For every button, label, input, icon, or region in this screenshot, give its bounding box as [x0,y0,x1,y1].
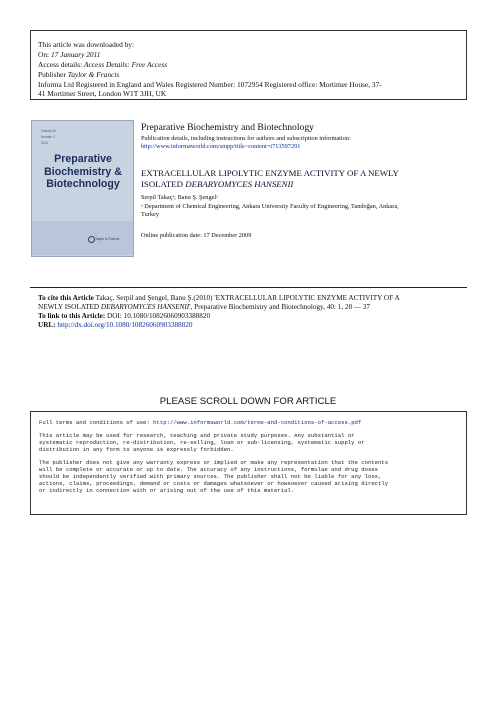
downloaded-by-line: This article was downloaded by: [38,40,135,49]
on-label: On: [38,50,51,59]
online-publication-date: Online publication date: 17 December 2009 [141,232,252,239]
article-title [141,168,399,190]
terms-para1-line: distribution in any form to anyone is expressly forbidden. [39,446,234,453]
cover-title: Preparative Biochemistry & Biotechnology [44,153,122,190]
terms-para2-line: should be independently verified with primary sources. The publisher shall not be liable for any loss, [39,473,382,480]
journal-url-link[interactable]: http://www.informaworld.com/smpp/title~content=t713597291 [141,143,301,150]
terms-para2-line: The publisher does not give any warranty express or implied or make any representation that the contents [39,459,389,466]
access-label: Access details: [38,60,84,69]
download-info-box [30,30,467,100]
publisher-logo-icon [88,236,95,243]
terms-para1-line: systematic reproduction, re-distribution, re-selling, loan or sub-licensing, systematic supply or [39,439,365,446]
cite-species: DEBARYOMYCES HANSENII [100,303,190,311]
doi-url-link[interactable]: http://dx.doi.org/10.1080/10826060903388820 [57,321,193,329]
download-date-line [38,50,100,59]
publisher-label: Publisher [38,70,68,79]
terms-prefix: Full terms and conditions of use: [39,419,154,426]
article-title-line-2 [141,179,399,190]
terms-line [39,420,361,427]
doi-value: DOI: 10.1080/10826060903388820 [107,312,211,320]
cover-year: 2010 [41,141,49,145]
download-date: 17 January 2011 [50,50,101,59]
cite-text-2: NEWLY ISOLATED [38,303,101,311]
publisher-line [38,70,119,79]
article-title-line-1: EXTRACELLULAR LIPOLYTIC ENZYME ACTIVITY OF A NEWLY [141,168,399,178]
url-line [38,321,400,330]
article-title-plain: ISOLATED [141,179,186,189]
publisher-name: Taylor & Francis [67,70,120,79]
section-divider [30,287,467,288]
registered-office-line-1: Informa Ltd Registered in England and Wales Registered Number: 1072954 Registered office: Mortimer House, 37- [38,80,382,89]
cite-line-1 [38,294,400,303]
cite-text: Takaç, Serpil and Şengel, Banu Ş.(2010) 'EXTRACELLULAR LIPOLYTIC ENZYME ACTIVITY OF A [95,294,400,302]
scroll-down-notice: PLEASE SCROLL DOWN FOR ARTICLE [159,396,337,407]
author-affiliation-line-2: Turkey [141,211,159,218]
article-title-species: DEBARYOMYCES HANSENII [185,179,294,189]
doi-line [38,312,400,321]
link-label: To link to this Article: [38,312,108,320]
terms-para1-line: This article may be used for research, teaching and private study purposes. Any substantial or [39,432,355,439]
cover-number: Number 1 [41,135,55,139]
author-affiliation-line-1: ᵃ Department of Chemical Engineering, Ankara University Faculty of Engineering, Tandoğan, Ankara, [141,203,399,210]
publication-details-line: Publication details, including instructions for authors and subscription information: [141,135,351,142]
cover-volume: Volume 40 [41,129,57,133]
registered-office-line-2: 41 Mortimer Street, London W1T 3JH, UK [38,89,167,98]
cite-label: To cite this Article [38,294,96,302]
access-details: Access Details: Free Access [83,60,168,69]
cite-text-3: ', Preparative Biochemistry and Biotechnology, 40: 1, 28 — 37 [189,303,371,311]
terms-url-link[interactable]: http://www.informaworld.com/terms-and-conditions-of-access.pdf [153,419,362,426]
terms-para2-line: or indirectly in connection with or arising out of the use of this material. [39,487,295,494]
url-label: URL: [38,321,58,329]
terms-para2-line: will be complete or accurate or up to date. The accuracy of any instructions, formulae and drug doses [39,466,379,473]
article-authors: Serpil Takaçᵃ; Banu Ş. Şengelᵃ [141,194,218,201]
terms-para2-line: actions, claims, proceedings, demand or costs or damages whatsoever or howsoever caused arising directly [39,480,389,487]
journal-title: Preparative Biochemistry and Biotechnology [141,122,314,133]
cover-publisher: Taylor & Francis [95,237,120,241]
terms-box [30,411,467,515]
citation-block [38,294,400,330]
cite-line-2 [38,303,400,312]
access-details-line [38,60,167,69]
journal-cover-image [31,120,134,257]
